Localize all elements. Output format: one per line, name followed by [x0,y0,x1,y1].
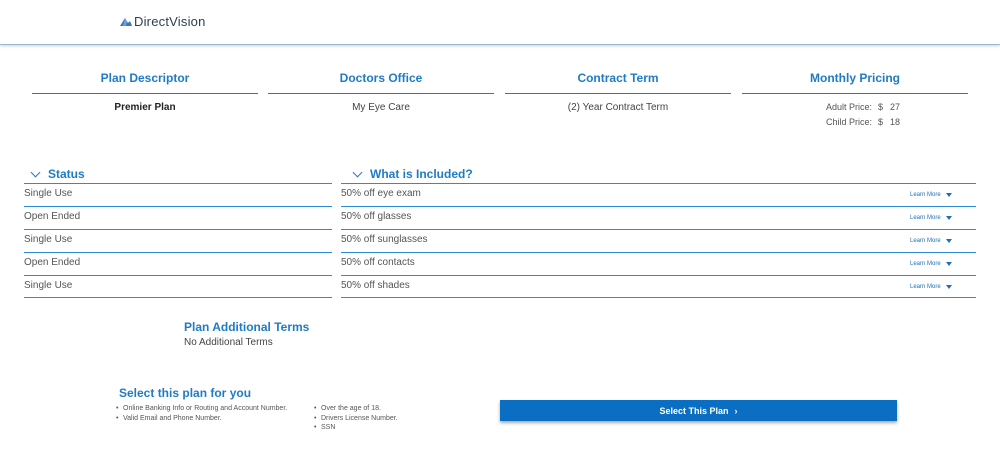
requirement-item: • Drivers License Number. [314,414,444,424]
learn-more-label: Learn More [910,238,941,244]
status-value: Single Use [24,280,73,291]
child-price-label: Child Price: [826,117,873,127]
included-row [341,275,976,298]
included-section-toggle[interactable] [354,167,473,181]
learn-more-toggle[interactable] [910,186,952,204]
status-section-title: Status [48,167,85,181]
caret-down-icon [946,239,952,243]
child-price-currency: $ [878,117,884,127]
learn-more-label: Learn More [910,215,941,221]
select-plan-button-label: Select This Plan [659,405,729,416]
caret-down-icon [946,262,952,266]
caret-down-icon [946,193,952,197]
included-row [341,252,976,275]
status-value: Single Use [24,234,73,245]
status-value: Open Ended [24,211,81,222]
adult-price-currency: $ [878,102,884,112]
chevron-right-icon: › [734,405,738,416]
additional-terms-value: No Additional Terms [184,337,273,348]
included-row [341,183,976,206]
status-row [24,229,332,252]
requirement-item: • Online Banking Info or Routing and Account Number. [116,404,306,414]
doctors-office-value: My Eye Care [352,102,410,113]
status-value: Single Use [24,188,73,199]
status-row [24,252,332,275]
chevron-down-icon [353,167,363,177]
select-plan-button[interactable] [500,400,897,421]
requirements-list-left [116,404,306,423]
included-item: 50% off contacts [341,257,415,268]
caret-down-icon [946,216,952,220]
adult-price [826,102,900,112]
learn-more-label: Learn More [910,261,941,267]
requirements-list-right [314,404,444,433]
learn-more-toggle[interactable] [910,232,952,250]
additional-terms-title: Plan Additional Terms [184,320,310,334]
learn-more-label: Learn More [910,192,941,198]
contract-term-value: (2) Year Contract Term [567,102,669,113]
status-row [24,183,332,206]
learn-more-toggle[interactable] [910,209,952,227]
learn-more-toggle[interactable] [910,278,952,296]
included-row [341,229,976,252]
included-section-title: What is Included? [370,167,473,181]
divider [32,93,258,94]
included-item: 50% off sunglasses [341,234,428,245]
status-section-toggle[interactable] [32,167,85,181]
logo-text: DirectVision [134,14,206,29]
requirement-item: • Valid Email and Phone Number. [116,414,306,424]
logo-mountain-icon [120,17,132,26]
child-price [826,117,900,127]
chevron-down-icon [31,167,41,177]
top-header [0,0,1000,45]
divider [742,93,968,94]
status-value: Open Ended [24,257,81,268]
monthly-pricing-header: Monthly Pricing [810,71,900,85]
learn-more-toggle[interactable] [910,255,952,273]
caret-down-icon [946,285,952,289]
status-row [24,275,332,298]
plan-descriptor-value: Premier Plan [114,102,176,113]
logo[interactable] [120,14,206,29]
included-item: 50% off eye exam [341,188,421,199]
learn-more-label: Learn More [910,284,941,290]
requirement-item: • Over the age of 18. [314,404,444,414]
select-plan-title: Select this plan for you [119,386,252,400]
included-item: 50% off shades [341,280,410,291]
included-item: 50% off glasses [341,211,412,222]
divider [505,93,731,94]
included-row [341,206,976,229]
requirement-item: • SSN [314,423,444,433]
status-row [24,206,332,229]
doctors-office-header: Doctors Office [339,71,423,85]
divider [268,93,494,94]
contract-term-header: Contract Term [577,71,659,85]
adult-price-value: 27 [890,102,901,112]
plan-descriptor-header: Plan Descriptor [100,71,190,85]
adult-price-label: Adult Price: [826,102,873,112]
child-price-value: 18 [890,117,901,127]
